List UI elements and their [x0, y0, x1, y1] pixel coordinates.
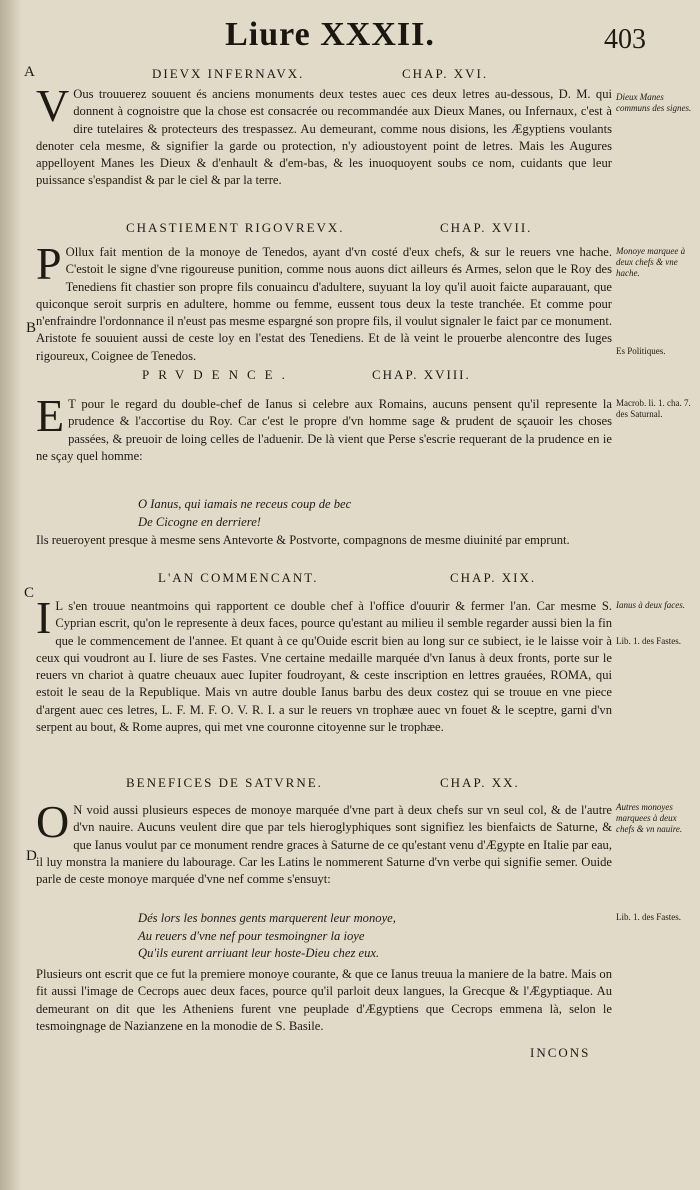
- margin-letter-c: C: [24, 585, 35, 601]
- margin-letter-b: B: [26, 320, 37, 336]
- verse-line: Qu'ils eurent arriuant leur hoste-Dieu chez eux.: [138, 946, 380, 960]
- chapter-17-text: [36, 238, 612, 364]
- chapter-title: BENEFICES DE SATVRNE.: [126, 775, 323, 790]
- sidenote-politiques: Es Politiques.: [616, 346, 666, 356]
- sidenote-monoye-hache: Monoye marquee à deux chefs & vne hache.: [616, 246, 686, 278]
- sidenote-fastes-2: Lib. 1. des Fastes.: [616, 912, 681, 922]
- paragraph-text: Ous trouuerez souuent és anciens monuments deux testes auec ces deux letres au-dessous, D. M. qui donnent à cognoistre que la chose est consacrée ou recommandée aux Dieux Manes, ou Infernaux, c'est à dire tutelaires & protecteurs des trespassez. Au demeurant, comme nous disions, les Ægyptiens voulants denoter cela mesme, & signifier la garde ou protection, n'y adioustoyent point de letres. Mais les Augures appelloyent Manes les Dieux & d'enhault & d'em-bas, & les inuoquoyent soubs ce nom, cuidants que leur puissance s'espandist & par le ciel & par la terre.: [36, 87, 612, 188]
- page-number: 403: [604, 24, 646, 55]
- drop-cap: I: [36, 592, 52, 643]
- drop-cap: E: [36, 390, 65, 441]
- chapter-19-text: [36, 592, 612, 774]
- sidenote-macrobe: Macrob. li. 1. cha. 7. des Saturnal.: [616, 398, 691, 419]
- paragraph-text: T pour le regard du double-chef de Ianus si celebre aux Romains, aucuns pensent qu'il represente la prudence & l'accortise du Roy. Car c'est le propre d'vn homme sage & prudent de sçauoir les choses passées, & preuoir de loing celles de l'aduenir. De là vient que Perse s'escrie requerant de la prudence en ie ne sçay quel homme:: [36, 397, 612, 463]
- chapter-number: CHAP. XIX.: [450, 570, 537, 585]
- chapter-title: DIEVX INFERNAVX.: [152, 66, 305, 81]
- chapter-number: CHAP. XVII.: [440, 220, 533, 235]
- chapter-16-text: [36, 80, 612, 216]
- sidenote-fastes-1: Lib. 1. des Fastes.: [616, 636, 681, 646]
- verse-line: O Ianus, qui iamais ne receus coup de bec: [138, 497, 352, 511]
- verse-janus: [138, 496, 558, 531]
- running-title: Liure XXXII.: [225, 16, 435, 53]
- verse-line: Dés lors les bonnes gents marquerent leur monoye,: [138, 911, 396, 925]
- verse-line: De Cicogne en derriere!: [138, 514, 261, 529]
- sidenote-nauire: Autres monoyes marquees à deux chefs & vn nauire.: [616, 802, 683, 834]
- chapter-18-after: Ils reueroyent presque à mesme sens Antevorte & Postvorte, compagnons de mesme diuinité par emprunt.: [36, 533, 570, 547]
- verse-saturne: [138, 910, 558, 963]
- chapter-18-text: [36, 390, 612, 480]
- paragraph-text: Ollux fait mention de la monoye de Tenedos, ayant d'vn costé d'eux chefs, & sur le reuers vne hache. C'estoit le signe d'vne rigoureuse punition, comme nous auons dict ailleurs és Armes, selon que le Roy des Tenediens fit chastier son propre fils conuaincu d'adultere, suyuant la loy qu'il auoit faicte auparauant, que quiconque seroit surpris en adultere, homme ou femme, eussent tous deux la teste tranchée. Et comme pour n'enfraindre l'ordonnance il n'eust pas mesme espargné son propre fils, il voulut signaler le faict par ce monument. Aristote fe souuient aussi de ceste loy en l'estat des Tenediens. Et de là veint le prouerbe alencontre des Iuges rigoureux, Coignee de Tenedos.: [36, 245, 612, 363]
- chapter-20-text: [36, 796, 612, 912]
- verse-line: Au reuers d'vne nef pour tesmoingner la ioye: [138, 928, 365, 943]
- chapter-20-after: Plusieurs ont escrit que ce fut la premiere monoye courante, & que ce Ianus treuua la maniere de la batre. Mais on fit aussi l'image de Cecrops auec deux faces, pource qu'il parloit deux langues, la Grecque & l'Ægyptiaque. Au demeurant on dit que les Atheniens furent vne peuplade d'Ægyptiens que Cecrops emmena là, selon le tesmoingnage de Nazianzene en la monodie de S. Basile.: [36, 967, 612, 1033]
- margin-letter-d: D: [26, 848, 37, 864]
- margin-letter-a: A: [24, 64, 35, 80]
- drop-cap: V: [36, 80, 70, 131]
- drop-cap: O: [36, 796, 70, 847]
- paragraph-text: L s'en trouue neantmoins qui rapportent ce double chef à l'office d'ouurir & fermer l'an. Car mesme S. Cyprian escrit, qu'on le represente à deux faces, pource qu'estant au milieu il semble regarder aussi bien la fin que le commencement de l'annee. Et quant à ce qu'Ouide escrit bien au long sur ce subiect, ie le laisse voir à ceux qui voudront au I. liure de ses Fastes. Vne certaine medaille marquée d'vn Ianus à deux fronts, porte sur le reuers vn chariot à quatre cheuaux auec Iupiter foudroyant, & ceste inscription en lettres grauées, ROMA, qui estoit le seau de la Republique. Mais vn autre double Ianus barbu des deux costez qui se trouue en vne piece d'argent auec ces letres, L. F. M. F. O. V. R. I. a sur le reuers vn trophæe auec vn fouet & le sceptre, garni d'vn serpent au bout, & Rome aupres, qui met vne couronne citoyenne sur le trophæe.: [36, 599, 612, 735]
- chapter-number: CHAP. XVIII.: [372, 367, 471, 382]
- chapter-title: L'AN COMMENCANT.: [158, 570, 319, 585]
- sidenote-dieux-manes: Dieux Manes communs des signes.: [616, 92, 692, 113]
- catchword: INCONS: [530, 1045, 591, 1060]
- paragraph-text: N void aussi plusieurs especes de monoye marquée d'vne part à deux chefs sur vn seul col, & de l'autre d'vn nauire. Aucuns veulent dire que par tels hieroglyphiques sont signifiez les bienfaicts de Saturne, & que Ianus voulut par ce monument rendre graces à Saturne de ce qu'estant venu d'Ægypte en Italie par eau, il luy monstra la maniere du labourage. Car les Latins le nommerent Saturne d'vn verbe qui signifie semer. Ouide parle de ceste monoye marquée d'vne nef comme s'ensuyt:: [36, 803, 612, 887]
- drop-cap: P: [36, 238, 62, 289]
- sidenote-ianus: Ianus à deux faces.: [616, 600, 685, 610]
- chapter-number: CHAP. XX.: [440, 775, 520, 790]
- chapter-number: CHAP. XVI.: [402, 66, 489, 81]
- chapter-title: CHASTIEMENT RIGOVREVX.: [126, 220, 345, 235]
- page-gutter-shadow: [0, 0, 22, 1190]
- chapter-title: PRVDENCE.: [142, 367, 294, 382]
